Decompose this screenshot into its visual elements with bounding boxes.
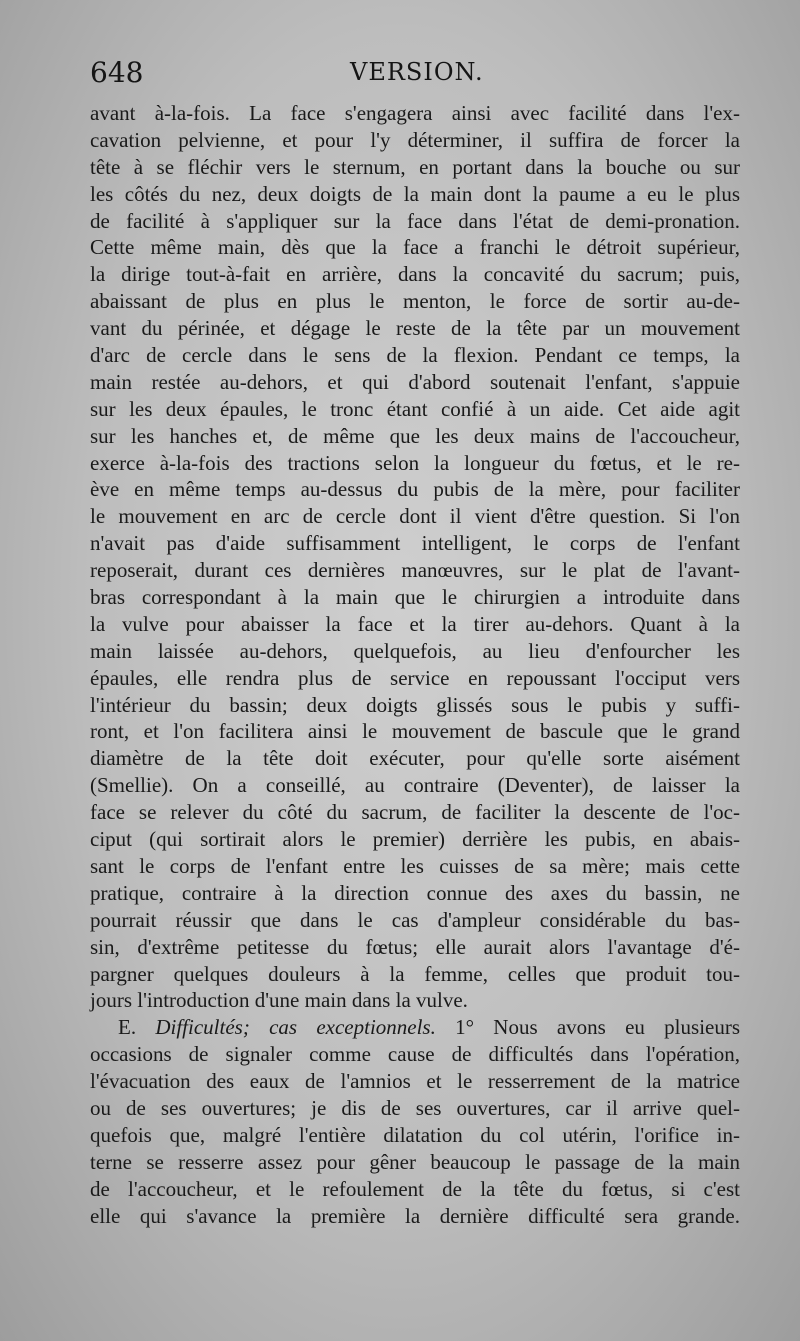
text-line: quefois que, malgré l'entière dilatation du col utérin, l'orifice in- — [90, 1122, 740, 1147]
text-line: n'avait pas d'aide suffisamment intelligent, le corps de l'enfant — [90, 531, 740, 556]
text-line: la dirige tout-à-fait en arrière, dans la concavité du sacrum; puis, — [90, 262, 740, 287]
text-line: diamètre de la tête doit exécuter, pour qu'elle sorte aisément — [90, 746, 740, 771]
page-number: 648 — [90, 56, 144, 89]
text-line: terne se resserre assez pour gêner beaucoup le passage de la main — [90, 1149, 740, 1174]
text-line: la vulve pour abaisser la face et la tirer au-dehors. Quant à la — [90, 611, 740, 636]
section-first-line: 1° Nous avons eu plusieurs — [455, 1015, 741, 1040]
text-line: vant du périnée, et dégage le reste de la tête par un mouvement — [90, 316, 740, 341]
page-header — [90, 56, 740, 92]
text-line: pargner quelques douleurs à la femme, celles que produit tou- — [90, 961, 740, 986]
running-head: VERSION. — [350, 58, 484, 86]
text-line: les côtés du nez, deux doigts de la main dont la paume a eu le plus — [90, 181, 740, 206]
text-line: ou de ses ouvertures; je dis de ses ouvertures, car il arrive quel- — [90, 1095, 740, 1120]
text-line: de l'accoucheur, et le refoulement de la tête du fœtus, si c'est — [90, 1176, 740, 1201]
text-line: ève en même temps au-dessus du pubis de la mère, pour faciliter — [90, 477, 740, 502]
text-line: d'arc de cercle dans le sens de la flexion. Pendant ce temps, la — [90, 343, 740, 368]
text-line: reposerait, durant ces dernières manœuvres, sur le plat de l'avant- — [90, 558, 740, 583]
section-label: E. — [118, 1015, 137, 1040]
text-line: épaules, elle rendra plus de service en repoussant l'occiput vers — [90, 665, 740, 690]
text-line: face se relever du côté du sacrum, de faciliter la descente de l'oc- — [90, 800, 740, 825]
text-line: l'évacuation des eaux de l'amnios et le resserrement de la matrice — [90, 1069, 740, 1094]
text-line: ciput (qui sortirait alors le premier) derrière les pubis, en abais- — [90, 827, 740, 852]
text-line: (Smellie). On a conseillé, au contraire (Deventer), de laisser la — [90, 773, 740, 798]
page-body-text — [90, 100, 740, 1229]
text-line: l'intérieur du bassin; deux doigts glissés sous le pubis y suffi- — [90, 692, 740, 717]
text-line: cavation pelvienne, et pour l'y déterminer, il suffira de forcer la — [90, 127, 740, 152]
text-line: le mouvement en arc de cercle dont il vient d'être question. Si l'on — [90, 504, 740, 529]
text-line: sin, d'extrême petitesse du fœtus; elle aurait alors l'avantage d'é- — [90, 934, 740, 959]
text-line: main laissée au-dehors, quelquefois, au lieu d'enfourcher les — [90, 638, 740, 663]
text-line: pratique, contraire à la direction connue des axes du bassin, ne — [90, 880, 740, 905]
text-line: de facilité à s'appliquer sur la face dans l'état de demi-pronation. — [90, 208, 740, 233]
text-line: occasions de signaler comme cause de difficultés dans l'opération, — [90, 1042, 740, 1067]
text-line: sur les hanches et, de même que les deux mains de l'accoucheur, — [90, 423, 740, 448]
text-line: bras correspondant à la main que le chirurgien a introduite dans — [90, 585, 740, 610]
text-line: jours l'introduction d'une main dans la vulve. — [90, 988, 468, 1013]
section-title: Difficultés; cas exceptionnels. — [155, 1015, 436, 1040]
text-line: main restée au-dehors, et qui d'abord soutenait l'enfant, s'appuie — [90, 369, 740, 394]
section-heading — [90, 1014, 740, 1041]
text-line: tête à se fléchir vers le sternum, en portant dans la bouche ou sur — [90, 154, 740, 179]
text-line: pourrait réussir que dans le cas d'ampleur considérable du bas- — [90, 907, 740, 932]
text-line: abaissant de plus en plus le menton, le force de sortir au-de- — [90, 289, 740, 314]
text-line: elle qui s'avance la première la dernière difficulté sera grande. — [90, 1203, 740, 1228]
text-line: avant à-la-fois. La face s'engagera ainsi avec facilité dans l'ex- — [90, 101, 740, 125]
text-line: sant le corps de l'enfant entre les cuisses de sa mère; mais cette — [90, 853, 740, 878]
text-line: sur les deux épaules, le tronc étant confié à un aide. Cet aide agit — [90, 396, 740, 421]
text-line: exerce à-la-fois des tractions selon la longueur du fœtus, et le re- — [90, 450, 740, 475]
text-line: Cette même main, dès que la face a franchi le détroit supérieur, — [90, 235, 740, 260]
text-line: ront, et l'on facilitera ainsi le mouvement de bascule que le grand — [90, 719, 740, 744]
